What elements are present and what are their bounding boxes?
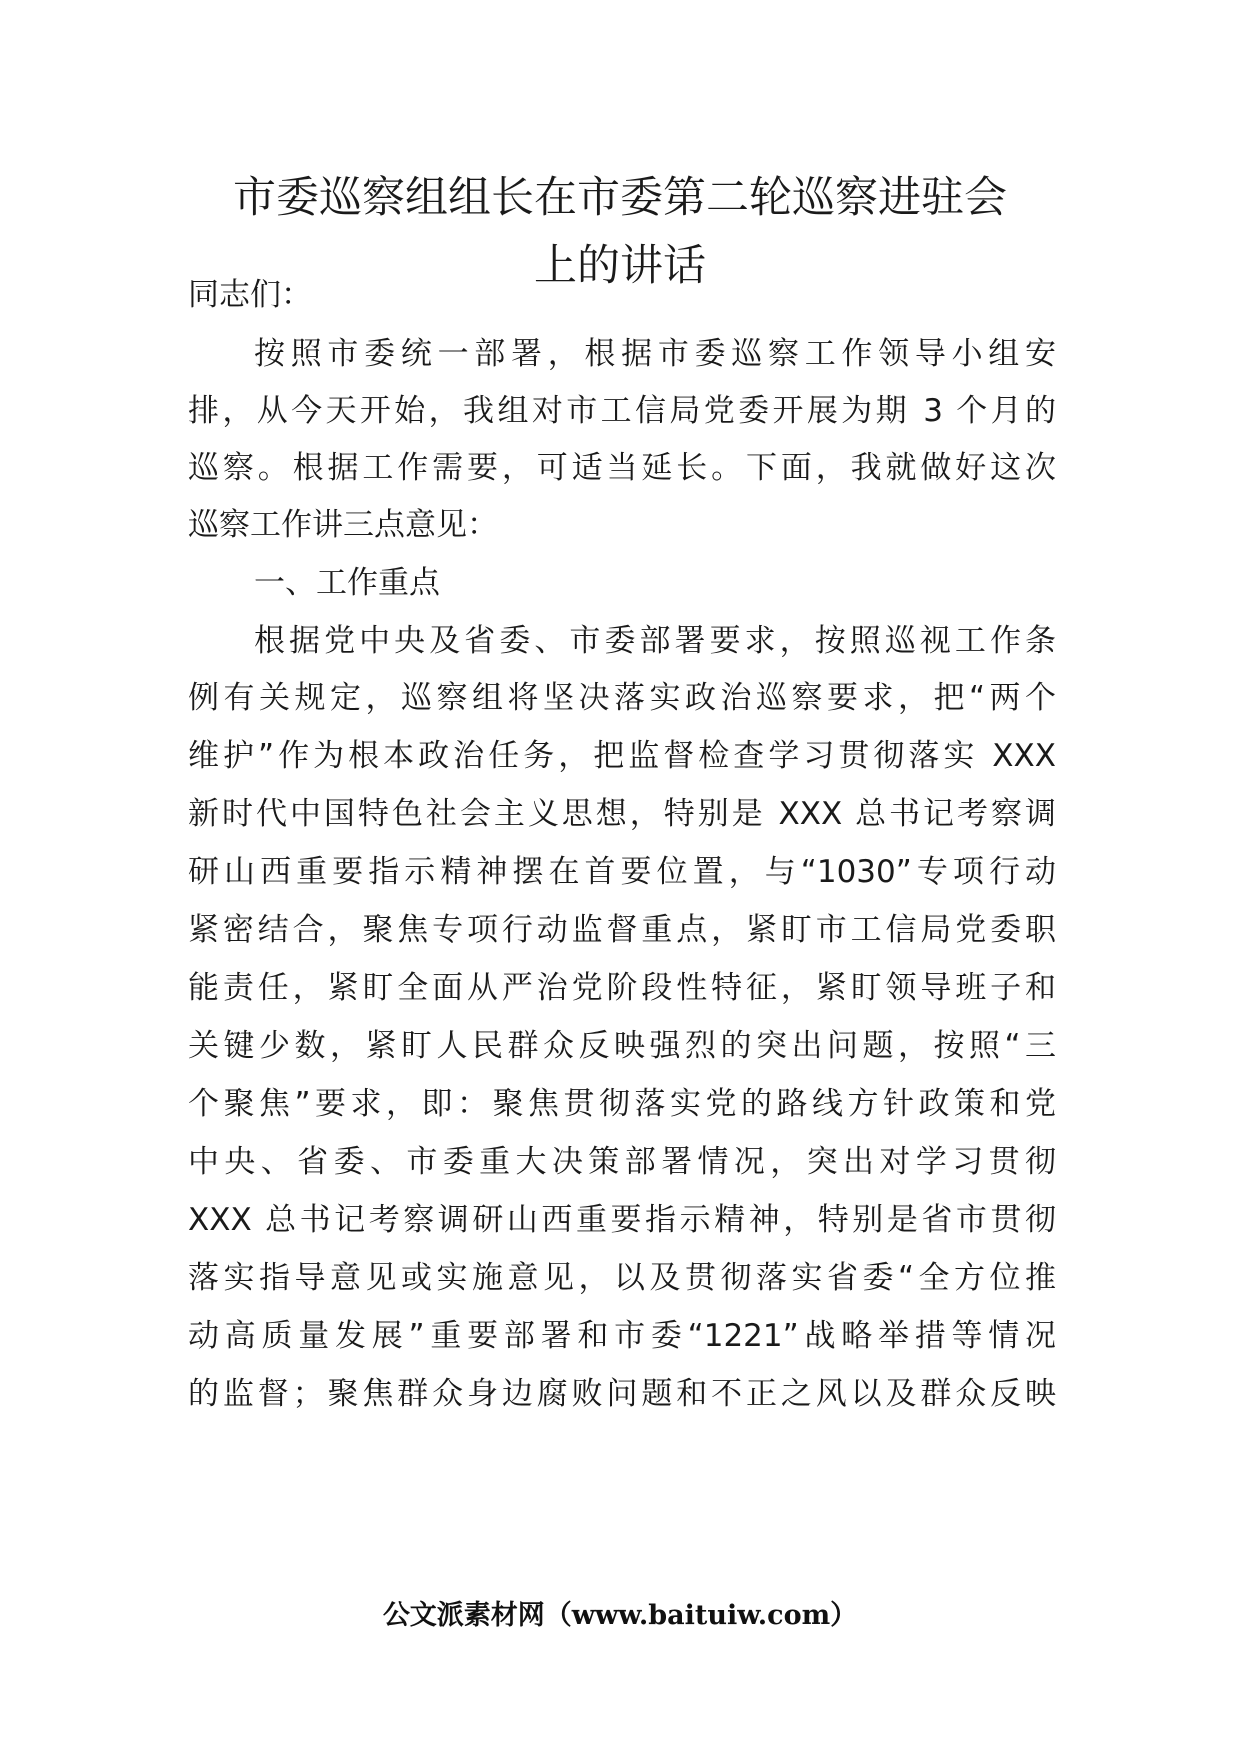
body-line: 维护”作为根本政治任务，把监督检查学习贯彻落实 XXX bbox=[188, 738, 1056, 774]
footer-watermark: 公文派素材网（www.baituiw.com） bbox=[382, 1600, 858, 1631]
body-line: 研山西重要指示精神摆在首要位置，与“1030”专项行动 bbox=[188, 854, 1056, 890]
body-line: 例有关规定，巡察组将坚决落实政治巡察要求，把“两个 bbox=[188, 680, 1056, 716]
salutation: 同志们： bbox=[188, 277, 312, 313]
body-line: 能责任，紧盯全面从严治党阶段性特征，紧盯领导班子和 bbox=[188, 970, 1056, 1006]
body-line: 根据党中央及省委、市委部署要求，按照巡视工作条 bbox=[254, 623, 1056, 659]
body-line: 巡察。根据工作需要，可适当延长。下面，我就做好这次 bbox=[188, 450, 1056, 486]
body-line: 排，从今天开始，我组对市工信局党委开展为期 3 个月的 bbox=[188, 393, 1056, 429]
body-line: 动高质量发展”重要部署和市委“1221”战略举措等情况 bbox=[188, 1318, 1056, 1354]
section-heading: 一、工作重点 bbox=[254, 565, 440, 601]
document-title-line-1: 市委巡察组组长在市委第二轮巡察进驻会 bbox=[233, 173, 1007, 223]
body-line: 按照市委统一部署，根据市委巡察工作领导小组安 bbox=[254, 336, 1056, 372]
body-line: 的监督；聚焦群众身边腐败问题和不正之风以及群众反映 bbox=[188, 1376, 1056, 1412]
body-line: 关键少数，紧盯人民群众反映强烈的突出问题，按照“三 bbox=[188, 1028, 1056, 1064]
body-line: 紧密结合，聚焦专项行动监督重点，紧盯市工信局党委职 bbox=[188, 912, 1056, 948]
body-line: 落实指导意见或实施意见，以及贯彻落实省委“全方位推 bbox=[188, 1260, 1056, 1296]
body-line: XXX 总书记考察调研山西重要指示精神，特别是省市贯彻 bbox=[188, 1202, 1056, 1238]
body-line: 中央、省委、市委重大决策部署情况，突出对学习贯彻 bbox=[188, 1144, 1056, 1180]
document-title-line-2: 上的讲话 bbox=[534, 241, 706, 291]
body-line: 巡察工作讲三点意见： bbox=[188, 507, 498, 543]
body-line: 个聚焦”要求，即：聚焦贯彻落实党的路线方针政策和党 bbox=[188, 1086, 1056, 1122]
body-line: 新时代中国特色社会主义思想，特别是 XXX 总书记考察调 bbox=[188, 796, 1056, 832]
